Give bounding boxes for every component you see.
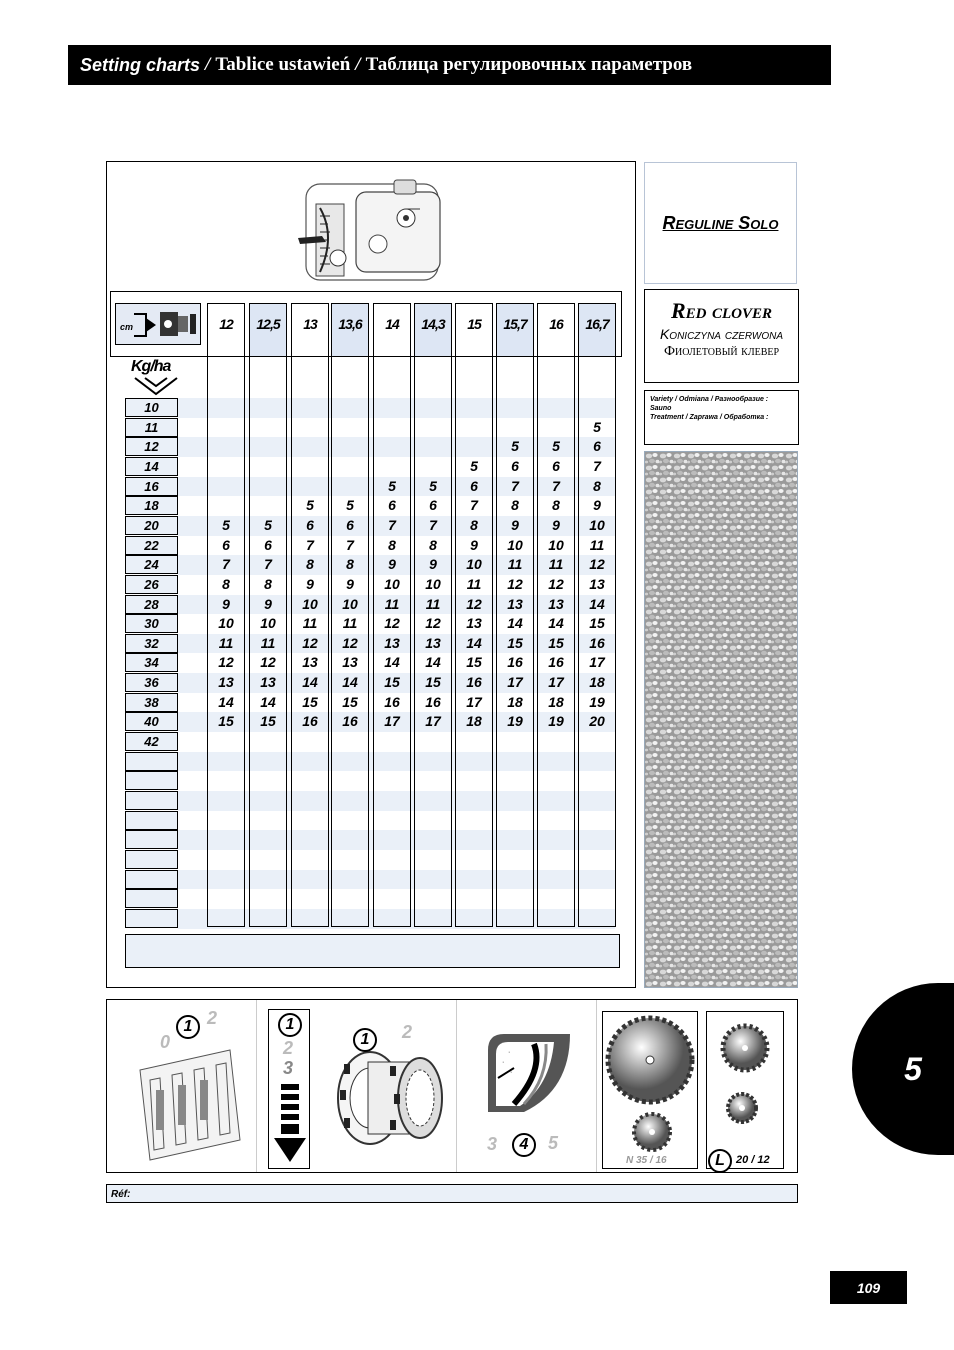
setting-value-cell: 11 (302, 615, 318, 632)
gear-n-icon (604, 1014, 696, 1154)
setting-value-cell: 15 (384, 674, 400, 691)
setting-value-cell: 5 (429, 477, 437, 494)
gauge-step-5: 5 (548, 1133, 559, 1153)
spacing-header: 15,7 (497, 304, 533, 356)
setting-value-cell: 15 (218, 713, 234, 730)
gear-letter-badge (708, 1149, 732, 1173)
setting-value-cell: 8 (222, 575, 230, 592)
setting-value-cell: 7 (429, 516, 437, 533)
crop-name-ru: Фиолетовый клевер (663, 344, 780, 359)
feed-wheel-illustration (330, 1040, 450, 1150)
gear-label-l: 20 / 12 (736, 1154, 770, 1166)
flap-step-2: 2 (207, 1008, 218, 1028)
seed-spacing-icon (116, 304, 200, 344)
setting-value-cell: 12 (302, 634, 318, 651)
setting-value-cell: 12 (589, 556, 605, 573)
setting-value-cell: 10 (342, 595, 358, 612)
kgha-label: Kg/ha (131, 358, 171, 375)
machine-name-box (644, 162, 797, 284)
setting-value-cell: 15 (260, 713, 276, 730)
setting-value-cell: 14 (260, 693, 276, 710)
spacing-header: 16 (549, 316, 563, 332)
setting-value-cell: 12 (218, 654, 234, 671)
divider (596, 1000, 597, 1172)
setting-value-cell: 13 (466, 615, 482, 632)
kgha-rate-cell: 22 (125, 536, 178, 555)
setting-value-cell: 13 (302, 654, 318, 671)
setting-value-cell: 14 (218, 693, 234, 710)
setting-value-cell: 12 (260, 654, 276, 671)
setting-value-cell: 7 (511, 477, 519, 494)
setting-value-cell: 5 (552, 438, 560, 455)
kgha-rate-cell: 16 (125, 477, 178, 496)
setting-value-cell: 17 (548, 674, 564, 691)
setting-value-cell: 10 (260, 615, 276, 632)
setting-value-cell: 11 (589, 536, 605, 553)
setting-value-cell: 16 (425, 693, 441, 710)
setting-value-cell: 11 (466, 575, 482, 592)
setting-value-cell: 16 (466, 674, 482, 691)
setting-value-cell: 10 (218, 615, 234, 632)
speed-step-1 (278, 1013, 302, 1037)
header-separator: / (355, 54, 361, 75)
setting-value-cell: 18 (548, 693, 564, 710)
setting-value-cell: 8 (264, 575, 272, 592)
kgha-rate-cell: 40 (125, 712, 178, 731)
setting-value-cell: 10 (384, 575, 400, 592)
setting-value-cell: 7 (222, 556, 230, 573)
setting-value-cell: 13 (218, 674, 234, 691)
divider (256, 1000, 257, 1172)
setting-value-cell: 8 (593, 477, 601, 494)
setting-value-cell: 9 (429, 556, 437, 573)
setting-value-cell: 6 (511, 457, 519, 474)
kgha-rate-cell: 20 (125, 516, 178, 535)
setting-value-cell: 6 (222, 536, 230, 553)
setting-value-cell: 19 (507, 713, 523, 730)
kgha-rate-cell: 42 (125, 732, 178, 751)
speed-step-3: 3 (283, 1058, 294, 1078)
setting-value-cell: 7 (264, 556, 272, 573)
setting-value-cell: 8 (470, 516, 478, 533)
setting-value-cell: 5 (388, 477, 396, 494)
wheel-step-1 (353, 1028, 377, 1052)
spacing-header: 13,6 (332, 304, 368, 356)
kgha-rate-cell (125, 811, 178, 830)
setting-value-cell: 12 (466, 595, 482, 612)
svg-text:·: · (510, 1069, 513, 1076)
kgha-rate-cell: 30 (125, 614, 178, 633)
setting-value-cell: 12 (342, 634, 358, 651)
setting-value-cell: 9 (470, 536, 478, 553)
setting-value-cell: 7 (552, 477, 560, 494)
kgha-rate-cell: 11 (125, 418, 178, 437)
header-separator: / (205, 54, 211, 75)
setting-value-cell: 19 (548, 713, 564, 730)
setting-value-cell: 9 (222, 595, 230, 612)
kgha-rate-cell (125, 909, 178, 928)
setting-value-cell: 7 (388, 516, 396, 533)
crop-name-box (644, 289, 799, 383)
page-number: 109 (830, 1271, 907, 1304)
divider (456, 1000, 457, 1172)
flap-step-0: 0 (160, 1032, 171, 1052)
setting-value-cell: 16 (507, 654, 523, 671)
speed-step-2: 2 (283, 1038, 294, 1058)
setting-value-cell: 13 (507, 595, 523, 612)
kgha-rate-cell (125, 771, 178, 790)
flap-step-1 (176, 1015, 200, 1039)
speed-arrow-icon (272, 1080, 308, 1166)
setting-value-cell: 11 (548, 556, 564, 573)
flap-setting-illustration (130, 1030, 250, 1170)
setting-value-cell: 9 (511, 516, 519, 533)
setting-value-cell: 11 (218, 634, 234, 651)
setting-value-cell: 7 (346, 536, 354, 553)
spacing-header: 13 (303, 316, 317, 332)
setting-value-cell: 7 (470, 497, 478, 514)
setting-value-cell: 12 (384, 615, 400, 632)
setting-value-cell: 11 (507, 556, 523, 573)
setting-value-cell: 12 (425, 615, 441, 632)
header-title-en: Setting charts (80, 54, 201, 75)
reference-field[interactable] (106, 1184, 798, 1203)
setting-value-cell: 6 (429, 497, 437, 514)
kgha-rate-cell: 34 (125, 653, 178, 672)
setting-value-cell: 9 (552, 516, 560, 533)
speed-step-1-label: 1 (285, 1016, 295, 1033)
kgha-rate-cell: 10 (125, 398, 178, 417)
machine-name: Reguline Solo (662, 212, 779, 233)
setting-value-cell: 9 (593, 497, 601, 514)
setting-value-cell: 17 (466, 693, 482, 710)
setting-value-cell: 15 (589, 615, 605, 632)
kgha-rate-cell: 32 (125, 634, 178, 653)
setting-value-cell: 5 (222, 516, 230, 533)
setting-value-cell: 10 (589, 516, 605, 533)
wheel-step-1-label: 1 (360, 1031, 370, 1048)
spacing-header: 12,5 (250, 304, 286, 356)
setting-value-cell: 5 (593, 418, 601, 435)
metering-unit-illustration (296, 176, 446, 288)
setting-value-cell: 6 (346, 516, 354, 533)
gauge-step-4-label: 4 (519, 1136, 529, 1153)
setting-value-cell: 6 (593, 438, 601, 455)
setting-value-cell: 14 (548, 615, 564, 632)
setting-value-cell: 13 (589, 575, 605, 592)
kgha-rate-cell (125, 791, 178, 810)
header-title-pl: Tablice ustawień (215, 54, 351, 75)
kgha-rate-cell (125, 889, 178, 908)
gauge-illustration (484, 1030, 574, 1114)
setting-value-cell: 11 (260, 634, 276, 651)
setting-value-cell: 6 (388, 497, 396, 514)
setting-value-cell: 12 (507, 575, 523, 592)
setting-value-cell: 6 (306, 516, 314, 533)
variety-treatment-box (644, 390, 799, 445)
setting-value-cell: 15 (466, 654, 482, 671)
setting-value-cell: 10 (507, 536, 523, 553)
gauge-step-4 (512, 1133, 536, 1157)
wheel-step-2: 2 (402, 1022, 413, 1042)
setting-value-cell: 6 (470, 477, 478, 494)
setting-value-cell: 15 (507, 634, 523, 651)
setting-value-cell: 5 (346, 497, 354, 514)
kgha-rate-cell (125, 752, 178, 771)
setting-value-cell: 17 (384, 713, 400, 730)
kgha-rate-cell: 18 (125, 496, 178, 515)
page-header (68, 45, 831, 85)
setting-value-cell: 10 (548, 536, 564, 553)
setting-value-cell: 12 (548, 575, 564, 592)
setting-value-cell: 14 (302, 674, 318, 691)
kgha-rate-cell: 38 (125, 693, 178, 712)
setting-value-cell: 14 (589, 595, 605, 612)
setting-value-cell: 9 (264, 595, 272, 612)
setting-value-cell: 16 (589, 634, 605, 651)
setting-value-cell: 16 (548, 654, 564, 671)
spacing-header: 16,7 (579, 304, 615, 356)
flap-step-1-label: 1 (183, 1018, 193, 1035)
chapter-tab (852, 983, 954, 1155)
setting-value-cell: 8 (306, 556, 314, 573)
gear-letter: L (715, 1152, 725, 1169)
setting-value-cell: 5 (264, 516, 272, 533)
kgha-rate-cell: 26 (125, 575, 178, 594)
setting-value-cell: 15 (342, 693, 358, 710)
setting-value-cell: 17 (425, 713, 441, 730)
spacing-header: 12 (219, 316, 233, 332)
setting-value-cell: 8 (552, 497, 560, 514)
setting-value-cell: 11 (384, 595, 400, 612)
seed-spacing-icon-box (115, 303, 201, 345)
setting-value-cell: 14 (425, 654, 441, 671)
spacing-header: 15 (467, 316, 481, 332)
header-title-ru: Таблица регулировочных параметров (365, 54, 693, 75)
svg-text:·: · (502, 1059, 505, 1066)
setting-value-cell: 19 (589, 693, 605, 710)
treatment-label: Treatment / Zaprawa / Обработка : (650, 414, 769, 421)
kgha-rate-cell: 12 (125, 437, 178, 456)
setting-value-cell: 10 (425, 575, 441, 592)
setting-value-cell: 16 (384, 693, 400, 710)
spacing-header: 14,3 (415, 304, 451, 356)
notes-box (125, 934, 620, 968)
setting-value-cell: 6 (552, 457, 560, 474)
setting-value-cell: 11 (425, 595, 441, 612)
setting-value-cell: 9 (388, 556, 396, 573)
setting-value-cell: 9 (346, 575, 354, 592)
gauge-step-3: 3 (487, 1134, 498, 1154)
setting-value-cell: 20 (589, 713, 605, 730)
setting-value-cell: 13 (342, 654, 358, 671)
setting-value-cell: 8 (346, 556, 354, 573)
setting-value-cell: 14 (342, 674, 358, 691)
setting-value-cell: 5 (470, 457, 478, 474)
setting-value-cell: 17 (589, 654, 605, 671)
setting-value-cell: 16 (302, 713, 318, 730)
svg-text:·: · (508, 1049, 511, 1056)
setting-value-cell: 15 (425, 674, 441, 691)
setting-value-cell: 15 (548, 634, 564, 651)
setting-value-cell: 6 (264, 536, 272, 553)
reference-label: Réf: (111, 1189, 131, 1200)
setting-value-cell: 9 (306, 575, 314, 592)
kgha-rate-cell: 14 (125, 457, 178, 476)
setting-value-cell: 15 (302, 693, 318, 710)
chapter-number: 5 (904, 1050, 922, 1087)
crop-name-en: Red clover (670, 298, 773, 323)
kgha-rate-cell (125, 830, 178, 849)
setting-value-cell: 14 (466, 634, 482, 651)
gear-label-n: N 35 / 16 (626, 1155, 667, 1166)
seed-photo (644, 451, 798, 988)
setting-value-cell: 13 (260, 674, 276, 691)
setting-value-cell: 14 (384, 654, 400, 671)
spacing-header: 14 (385, 316, 399, 332)
setting-value-cell: 17 (507, 674, 523, 691)
setting-value-cell: 7 (593, 457, 601, 474)
gear-l-icon (712, 1018, 778, 1128)
setting-value-cell: 18 (589, 674, 605, 691)
variety-label: Variety / Odmiana / Разнообразие : (650, 396, 769, 403)
setting-value-cell: 8 (429, 536, 437, 553)
kgha-rate-cell (125, 850, 178, 869)
setting-value-cell: 10 (302, 595, 318, 612)
sowing-label: Sauno (650, 405, 672, 412)
setting-value-cell: 5 (511, 438, 519, 455)
setting-value-cell: 16 (342, 713, 358, 730)
setting-value-cell: 13 (548, 595, 564, 612)
setting-value-cell: 5 (306, 497, 314, 514)
setting-value-cell: 18 (507, 693, 523, 710)
setting-value-cell: 8 (388, 536, 396, 553)
setting-value-cell: 13 (384, 634, 400, 651)
setting-value-cell: 7 (306, 536, 314, 553)
setting-value-cell: 10 (466, 556, 482, 573)
kgha-rate-cell (125, 870, 178, 889)
setting-value-cell: 8 (511, 497, 519, 514)
setting-value-cell: 14 (507, 615, 523, 632)
down-arrow-icon (131, 376, 181, 398)
unit-label: cm (120, 322, 134, 332)
setting-value-cell: 11 (342, 615, 358, 632)
crop-name-pl: Koniczyna czerwona (659, 326, 784, 342)
kgha-rate-cell: 28 (125, 595, 178, 614)
kgha-rate-cell: 36 (125, 673, 178, 692)
setting-value-cell: 13 (425, 634, 441, 651)
kgha-rate-cell: 24 (125, 555, 178, 574)
setting-value-cell: 18 (466, 713, 482, 730)
